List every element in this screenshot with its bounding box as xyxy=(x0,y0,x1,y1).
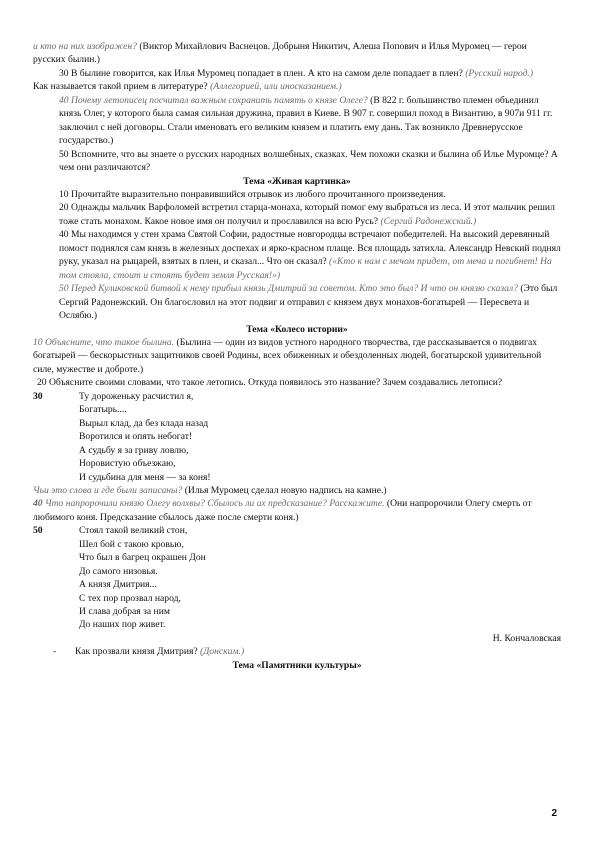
topic-heading-2: Тема «Колесо истории» xyxy=(246,323,348,335)
poem-line: А князя Дмитрия... xyxy=(79,579,157,591)
paragraph-9 xyxy=(33,282,561,322)
poem-line: И слава добрая за ним xyxy=(79,606,170,618)
poem-line: Шел бой с такою кровью, xyxy=(79,538,184,550)
poem-line: Вырыл клад, да без клада назад xyxy=(79,417,209,429)
paragraph-8 xyxy=(33,228,561,282)
question-italic: 50 Перед Куликовской битвой к нему прибыл князь Дмитрий за советом. Кто это был? И что он князю сказал? xyxy=(59,283,518,295)
paragraph-4 xyxy=(33,94,561,148)
paragraph-2 xyxy=(33,67,561,80)
poem-line: А судьбу я за гриву ловлю, xyxy=(79,444,189,456)
page-number: 2 xyxy=(551,808,557,819)
question-text: 20 Объясните своими словами, что такое летопись. Откуда появилось это название? Зачем создавались летописи? xyxy=(37,377,503,389)
question-text: 30 В былине говорится, как Илья Муромец попадает в плен. А кто на самом деле попадает в плен? xyxy=(59,67,463,79)
paragraph-12 xyxy=(33,484,561,497)
poem-line: До наших пор живет. xyxy=(79,619,166,631)
question-text: Как прозвали князя Дмитрия? xyxy=(75,646,198,658)
poem-number: 50 xyxy=(33,525,43,537)
paragraph-11 xyxy=(33,376,561,389)
poem-number: 30 xyxy=(33,390,43,402)
question-text: 10 Прочитайте выразительно понравившийся отрывок из любого прочитанного произведения. xyxy=(59,188,446,200)
question-text: 20 Однажды мальчик Варфоломей встретил старца-монаха, который помог ему выбраться из леса. И этот мальчик решил тоже стать монахом. Какое новое имя он получил и прославился на всю Русь? xyxy=(59,202,555,227)
poem-line: До самого низовья. xyxy=(79,565,158,577)
answer-text: (Они напророчили Олегу смерть от любимого коня. Предсказание сбылось даже после смерти коня.) xyxy=(33,498,532,523)
question-italic: Что напророчили князю Олегу волхвы? Сбылось ли их предсказание? Расскажите. xyxy=(42,498,385,510)
question-text: 50 Вспомните, что вы знаете о русских народных волшебных, сказках. Чем похожи сказки и былина об Илье Муромце? А чем они различаются? xyxy=(59,148,558,174)
answer-text: (Илья Муромец сделал новую надпись на камне.) xyxy=(182,484,387,496)
poem-2 xyxy=(33,524,561,632)
paragraph-6 xyxy=(33,188,561,201)
question-italic: Чьи это слова и где были записаны? xyxy=(33,484,183,496)
poem-line: Воротился и опять небогат! xyxy=(79,431,193,443)
poem-author: Н. Кончаловская xyxy=(492,632,561,644)
answer-italic: («Кто к нам с мечом придет, от меча и погибнет! На том стояла, стоит и стоять будет земля Русская!») xyxy=(59,256,552,281)
answer-italic: (Сергий Радонежский.) xyxy=(378,215,477,227)
topic-heading-1: Тема «Живая картинка» xyxy=(243,175,351,187)
list-dash: - xyxy=(53,646,57,658)
poem-line: Ту дороженьку расчистил я, xyxy=(79,390,194,402)
question-text: Как называется такой прием в литературе? xyxy=(33,81,208,93)
poem-lines xyxy=(33,524,561,632)
question-italic: 10 Объясните, что такое былина. xyxy=(33,336,175,348)
paragraph-10 xyxy=(33,336,561,376)
topic-heading-3: Тема «Памятники культуры» xyxy=(232,659,362,671)
poem-line: И судьбина для меня — за коня! xyxy=(79,471,211,483)
paragraph-5 xyxy=(33,148,561,175)
answer-text: (В 822 г. большинство племен объединил князь Олег, у которого была самая сильная дружина, правил в Киеве. В 907 г. совершил поход в Византию, в 907и 911 гг. заключил с ней договоры. Стали именовать его великим князем и платить ему дань. Так возникло Древнерусское государство.) xyxy=(59,94,553,147)
paragraph-3 xyxy=(33,80,561,93)
answer-italic: (Аллегорией, или иносказанием.) xyxy=(207,81,342,93)
poem-line: Богатырь.... xyxy=(79,404,127,416)
poem-line: Стоял такой великий стон, xyxy=(79,525,188,537)
question-number: 40 xyxy=(33,498,43,510)
question-italic: 40 Почему летописец посчитал важным сохранить память о князе Олеге? xyxy=(59,94,368,106)
question-italic: и кто на них изображен? xyxy=(33,41,137,52)
poem-1 xyxy=(33,390,561,484)
answer-italic: (Русский народ.) xyxy=(462,67,534,79)
answer-text: (Это был Сергий Радонежский. Он благословил на этот подвиг и отправил с князем двух монахов-богатырей — Пересвета и Ослябю.) xyxy=(59,283,558,322)
paragraph-14 xyxy=(33,645,561,658)
poem-line: Что был в багрец окрашен Дон xyxy=(79,552,206,564)
paragraph-1 xyxy=(33,40,561,67)
paragraph-7 xyxy=(33,201,561,228)
answer-text: (Виктор Михайлович Васнецов. Добрыня Никитич, Алеша Попович и Илья Муромец — герои русских былин.) xyxy=(33,41,527,66)
answer-italic: (Донским.) xyxy=(197,646,245,658)
paragraph-13 xyxy=(33,497,561,524)
question-text: 40 Мы находимся у стен храма Святой Софии, радостные новгородцы встречают победителей. На высокий деревянный помост поднялся сам князь в железных доспехах и ярко-красном плаще. Вся площадь затихла. Александр Невский поднял руку, указал на рыцарей, взятых в плен, и сказал... Что он сказал? xyxy=(59,229,561,268)
poem-line: Норовистую объезжаю, xyxy=(79,458,176,470)
poem-line: С тех пор прозвал народ, xyxy=(79,592,181,604)
page-content xyxy=(33,40,561,672)
answer-text: (Былина — один из видов устного народного творчества, где рассказывается о подвигах богатырей — бескорыстных защитников своей Родины, всех обиженных и обездоленных людей, богатырской удивительной силе, мужестве и доброте.) xyxy=(33,336,542,375)
poem-lines xyxy=(33,390,561,484)
